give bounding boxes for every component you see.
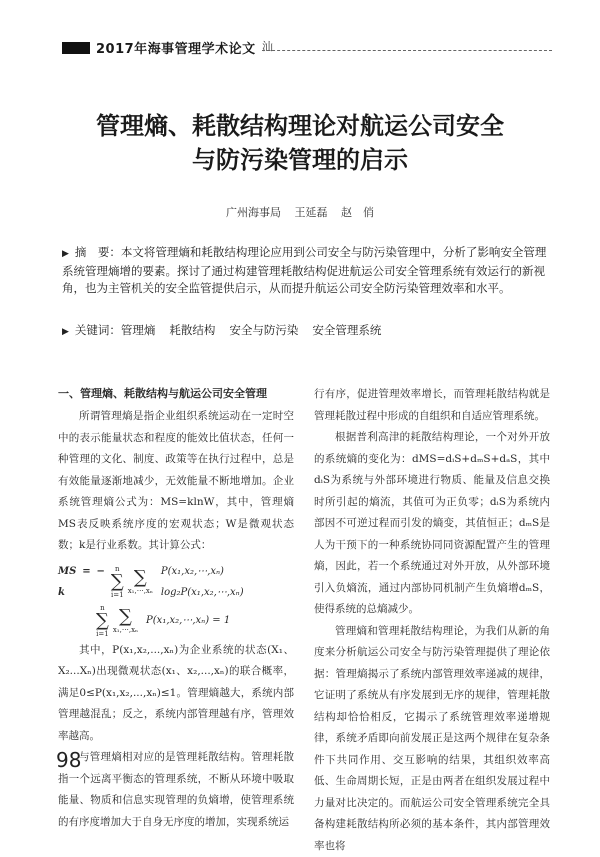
authors <box>0 204 600 220</box>
keyword: 耗散结构 <box>169 323 215 337</box>
abstract-text: 本文将管理熵和耗散结构理论应用到公司安全与防污染管理中，分析了影响安全管理系统管理熵增的要素。探讨了通过构建管理耗散结构促进航运公司安全管理系统有效运行的新视角，也为主管机关的安全监管提供启示，从而提升航运公司安全防污染管理效率和水平。 <box>62 245 546 295</box>
author-name: 赵 俏 <box>341 206 374 219</box>
paragraph: 行有序，促进管理效率增长，而管理耗散结构就是管理耗散过程中形成的自组织和自适应管理系统。 <box>314 384 550 427</box>
keyword: 安全与防污染 <box>229 323 298 337</box>
summation-symbol: ∑ x₁,⋯,xₙ <box>113 608 138 634</box>
formula-lhs: MS = − k <box>58 561 105 604</box>
paragraph: 与管理熵相对应的是管理耗散结构。管理耗散指一个远离平衡态的管理系统，不断从环境中吸取能量、物质和信息实现管理的负熵增，使管理系统的有序度增加大于自身无序度的增加，实现系统运 <box>58 747 294 833</box>
keywords-label: 关键词： <box>75 323 121 337</box>
header-bar <box>62 42 90 54</box>
right-column <box>314 384 550 857</box>
keywords <box>62 322 550 341</box>
summation-symbol: ∑ x₁,⋯,xₙ <box>128 569 153 595</box>
section-heading: 一、管理熵、耗散结构与航运公司安全管理 <box>58 384 294 404</box>
page-number: 98 <box>56 748 81 772</box>
paragraph: 所谓管理熵是指企业组织系统运动在一定时空中的表示能量状态和程度的能效比值状态，任何一种管理的文化、制度、政策等在执行过程中，总是有效能量逐渐地减少，无效能量不断地增加。企业系统管理熵公式为：MS=klnW，其中，管理熵MS表反映系统序度的宏观状态；W是微观状态数；k是行业系数。其计算公式： <box>58 406 294 557</box>
paper-title-line-2: 与防污染管理的启示 <box>40 144 560 176</box>
formula-term: P(x₁,x₂,⋯,xₙ) log₂P(x₁,x₂,⋯,xₙ) <box>161 561 294 604</box>
entropy-formula <box>58 561 294 638</box>
abstract <box>62 244 550 297</box>
triangle-bullet-icon: ▶ <box>62 249 69 259</box>
summation-symbol: n ∑ i=1 <box>111 565 124 599</box>
paragraph: 管理熵和管理耗散结构理论，为我们从新的角度来分析航运公司安全与防污染管理提供了理论依据：管理熵揭示了系统内部管理效率递减的规律，它证明了系统从有序发展到无序的规律，管理耗散结构却恰恰相反，它揭示了系统管理效率递增规律，系统矛盾即向前发展正是这两个规律在复杂条件下共同作用、交互影响的结果，其组织效率高低、生命周期长短，正是由两者在组织发展过程中力量对比决定的。而航运公司安全管理系统完全具备构建耗散结构所必须的基本条件，其内部管理效率也将 <box>314 621 550 857</box>
paper-title-line-1: 管理熵、耗散结构理论对航运公司安全 <box>40 110 560 142</box>
header-divider <box>262 50 552 51</box>
keyword: 安全管理系统 <box>312 323 381 337</box>
author-name: 王延磊 <box>295 206 328 219</box>
keyword: 管理熵 <box>121 323 156 337</box>
paragraph: 其中，P(x₁,x₂,...,xₙ)为企业系统的状态(X₁、X₂...Xₙ)出现微观状态(x₁、x₂,...,xₙ)的联合概率，满足0≤P(x₁,x₂,...,xₙ)≤1。管理熵越大，系统内部管理越混乱；反之，系统内部管理越有序，管理效率越高。 <box>58 640 294 748</box>
summation-symbol: n ∑ i=1 <box>96 604 109 638</box>
author-affiliation: 广州海事局 <box>226 206 281 219</box>
abstract-label: 摘 要： <box>75 245 121 259</box>
triangle-bullet-icon: ▶ <box>62 327 69 337</box>
formula-constraint: P(x₁,x₂,⋯,xₙ) = 1 <box>146 610 230 632</box>
paragraph: 根据普利高津的耗散结构理论，一个对外开放的系统熵的变化为：dMS=dᵢS+dₘS+dₐS，其中dᵢS为系统与外部环境进行物质、能量及信息交换时所引起的熵流，其值可为正负零；dᵢS为系统内部因不可逆过程而引发的熵变，其值恒正；dₘS是人为干预下的一种系统协同同资源配置产生的管理熵，因此，若一个系统通过对外开放，从外部环境引入负熵流，通过内部协同机制产生负熵增dₘS，使得系统的总熵减少。 <box>314 427 550 621</box>
header-mark: 汕 <box>262 38 273 54</box>
running-header-title: 2017年海事管理学术论文 <box>96 38 256 57</box>
